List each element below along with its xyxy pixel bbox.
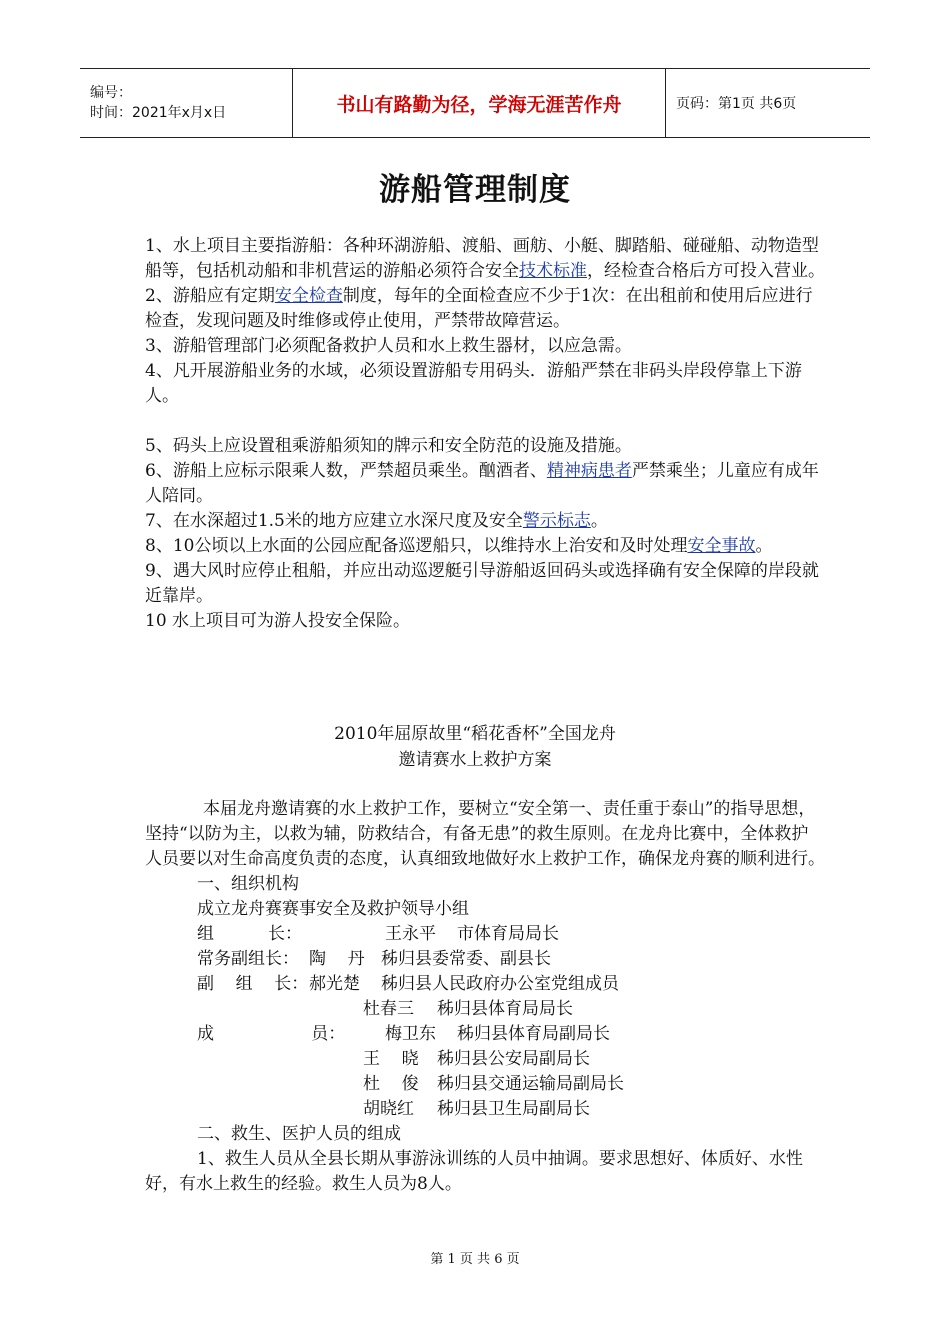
exec-deputy-label: 常务副组长： xyxy=(197,949,299,969)
member-row xyxy=(145,1022,825,1047)
page-footer: 第 1 页 共 6 页 xyxy=(430,1252,520,1267)
deputy-row xyxy=(145,972,825,997)
rule-1-text-b: ，经检查合格后方可投入营业。 xyxy=(587,261,825,281)
rule-8-text-a: 8、10公顷以上水面的公园应配备巡逻船只，以维持水上治安和及时处理 xyxy=(145,536,688,556)
link-safety-accident[interactable]: 安全事故 xyxy=(687,536,756,556)
plan-title-line-2: 邀请赛水上救护方案 xyxy=(398,750,552,770)
rule-8 xyxy=(145,534,825,559)
member-3-row xyxy=(145,1072,825,1097)
rule-9: 9、遇大风时应停止租船，并应出动巡逻艇引导游船返回码头或选择确有安全保障的岸段就近靠岸。 xyxy=(145,561,819,606)
member-4-title: 秭归县卫生局副局长 xyxy=(437,1099,590,1119)
deputy-1-name: 郝光楚 xyxy=(309,974,360,994)
document-date-label: 时间：2021年x月x日 xyxy=(90,105,227,121)
group-name: 成立龙舟赛赛事安全及救护领导小组 xyxy=(197,899,469,919)
rule-7-text-a: 7、在水深超过1.5米的地方应建立水深尺度及安全 xyxy=(145,511,523,531)
plan-intro: 本届龙舟邀请赛的水上救护工作，要树立“安全第一、责任重于泰山”的指导思想，坚持“以防为主，以救为辅，防救结合，有备无患”的救生原则。在龙舟比赛中，全体救护人员要以对生命高度负责的态度，认真细致地做好水上救护工作，确保龙舟赛的顺利进行。 xyxy=(145,799,825,869)
document-number-label: 编号： xyxy=(90,85,132,101)
header-left-cell xyxy=(80,69,292,137)
rule-2-text-a: 2、游船应有定期 xyxy=(145,286,275,306)
rule-6-text-b: 严禁乘坐；儿童应有成年人陪同。 xyxy=(145,461,819,506)
member-3-title: 秭归县交通运输局副局长 xyxy=(437,1074,624,1094)
document-title: 游船管理制度 xyxy=(379,172,571,208)
section-2-item-1: 1、救生人员从全县长期从事游泳训练的人员中抽调。要求思想好、体质好、水性好，有水上救生的经验。救生人员为8人。 xyxy=(145,1149,803,1194)
link-warning-sign[interactable]: 警示标志 xyxy=(522,511,591,531)
rule-1-text-a: 1、水上项目主要指游船：各种环湖游船、渡船、画舫、小艇、脚踏船、碰碰船、动物造型船等，包括机动船和非机营运的游船必须符合安全 xyxy=(145,236,819,281)
rule-4: 4、凡开展游船业务的水域，必须设置游船专用码头．游船严禁在非码头岸段停靠上下游人。 xyxy=(145,361,802,406)
member-label: 成 员： xyxy=(197,1024,346,1044)
header-table xyxy=(80,68,870,138)
member-1-title: 秭归县体育局副局长 xyxy=(457,1024,610,1044)
rule-7 xyxy=(145,509,825,534)
rule-6 xyxy=(145,459,825,509)
plan-section xyxy=(145,797,825,1197)
deputy-2-name: 杜春三 xyxy=(363,999,414,1019)
member-3-name: 杜 俊 xyxy=(363,1074,419,1094)
leader-row xyxy=(145,922,825,947)
rule-3: 3、游船管理部门必须配备救护人员和水上救生器材，以应急需。 xyxy=(145,336,632,356)
deputy-2-row xyxy=(145,997,825,1022)
leader-title: 市体育局局长 xyxy=(457,924,559,944)
deputy-1-title: 秭归县人民政府办公室党组成员 xyxy=(381,974,619,994)
rule-10: 10 水上项目可为游人投安全保险。 xyxy=(145,611,411,631)
rule-2 xyxy=(145,284,825,334)
section-1-heading: 一、组织机构 xyxy=(197,874,299,894)
paragraph-gap xyxy=(145,409,825,434)
link-mental-patient[interactable]: 精神病患者 xyxy=(546,461,632,481)
exec-deputy-title: 秭归县委常委、副县长 xyxy=(381,949,551,969)
member-4-row xyxy=(145,1097,825,1122)
member-2-name: 王 晓 xyxy=(363,1049,419,1069)
rule-7-text-b: 。 xyxy=(590,511,608,531)
deputy-2-title: 秭归县体育局局长 xyxy=(437,999,573,1019)
link-technical-standard[interactable]: 技术标准 xyxy=(519,261,587,281)
deputy-label: 副 组 长： xyxy=(197,974,309,994)
plan-title-line-1: 2010年屈原故里“稻花香杯”全国龙舟 xyxy=(334,724,616,744)
exec-deputy-row xyxy=(145,947,825,972)
rule-1 xyxy=(145,234,825,284)
member-2-row xyxy=(145,1047,825,1072)
rule-6-text-a: 6、游船上应标示限乘人数，严禁超员乘坐。酗酒者、 xyxy=(145,461,547,481)
section-2-heading: 二、救生、医护人员的组成 xyxy=(197,1124,401,1144)
link-safety-inspection[interactable]: 安全检查 xyxy=(274,286,343,306)
header-page-info: 页码：第1页 共6页 xyxy=(676,96,797,112)
exec-deputy-name: 陶 丹 xyxy=(309,949,365,969)
rule-8-text-b: 。 xyxy=(755,536,773,556)
leader-label: 组 长： xyxy=(197,924,303,944)
header-motto: 书山有路勤为径，学海无涯苦作舟 xyxy=(292,69,666,137)
member-4-name: 胡晓红 xyxy=(363,1099,414,1119)
member-2-title: 秭归县公安局副局长 xyxy=(437,1049,590,1069)
member-1-name: 梅卫东 xyxy=(385,1024,436,1044)
rule-2-text-b: 制度，每年的全面检查应不少于1次：在出租前和使用后应进行检查，发现问题及时维修或停止使用，严禁带故障营运。 xyxy=(145,286,813,331)
rules-section xyxy=(145,234,825,634)
rule-5: 5、码头上应设置租乘游船须知的牌示和安全防范的设施及措施。 xyxy=(145,436,632,456)
leader-name: 王永平 xyxy=(385,924,436,944)
